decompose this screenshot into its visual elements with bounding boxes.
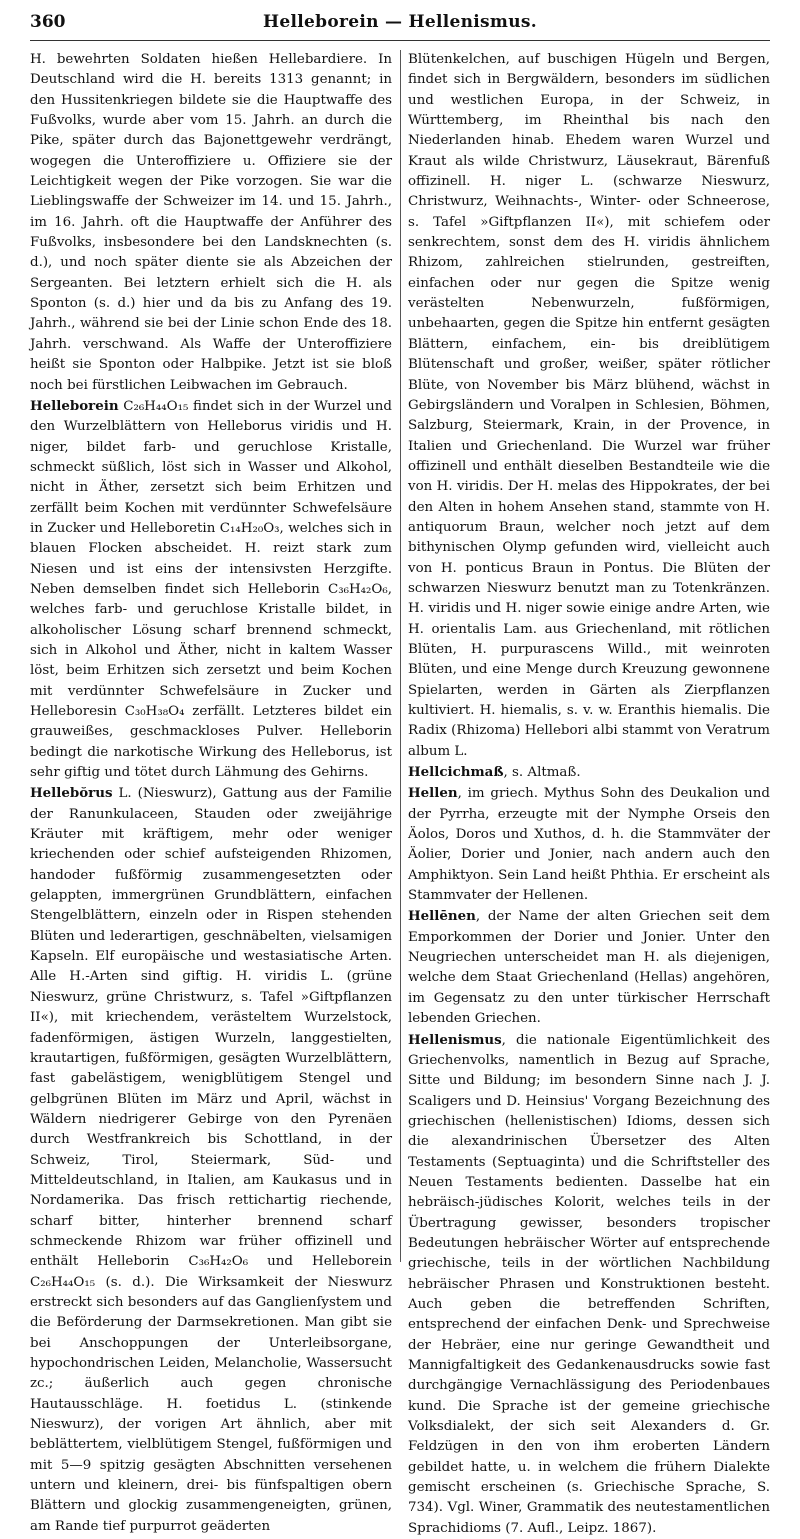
- paragraph-continuation: Blütenkelchen, auf buschigen Hügeln und Bergen, findet sich in Bergwäldern, besonders im südlichen und westlichen Europa, in der Schweiz, in Württemberg, im Rheinthal bis nach den Niederlanden hinab. Ehedem waren Wurzel und Kraut als wilde Christwurz, Läusekraut, Bärenfuß offizinell. H. niger L. (schwarze Nieswurz, Christwurz, Weihnachts-, Winter- oder Schneerose, s. Tafel »Giftpflanzen II«), mit schiefem oder senkrechtem, sonst dem des H. viridis ähnlichem Rhizom, zahlreichen stielrunden, gestreiften, einfachen oder nur gegen die Spitze wenig verästelten Nebenwurzeln, fußförmigen, unbehaarten, gegen die Spitze hin entfernt gesägten Blättern, einfachem, ein- bis dreiblütigem Blütenschaft und großer, weißer, später rötlicher Blüte, von November bis März blühend, wächst in Gebirgsländern und Voralpen in Schlesien, Böhmen, Salzburg, Steiermark, Krain, in der Provence, in Italien und Griechenland. Die Wurzel war früher offizinell und enthält dieselben Bestandteile wie die von H. viridis. Der H. melas des Hippokrates, der bei den Alten in hohem Ansehen stand, stammte von H. antiquorum Braun, welcher noch jetzt auf dem bithynischen Olymp gefunden wird, vielleicht auch von H. ponticus Braun in Pontus. Die Blüten der schwarzen Nieswurz benutzt man zu Totenkränzen. H. viridis und H. niger sowie einige andre Arten, wie H. orientalis Lam. aus Griechenland, mit rötlichen Blüten, H. purpurascens Willd., mit weinroten Blüten, und eine Menge durch Kreuzung gewonnene Spielarten, werden in Gärten als Zierpflanzen kultiviert. H. hiemalis, s. v. w. Eranthis hiemalis. Die Radix (Rhizoma) Hellebori albi stammt von Veratrum album L.: [408, 50, 770, 762]
- entry-hellen: Hellen, im griech. Mythus Sohn des Deukalion und der Pyrrha, erzeugte mit der Nymphe Orseis den Äolos, Doros und Xuthos, d. h. die Stammväter der Äolier, Dorier und Jonier, nach andern auch den Amphiktyon. Sein Land heißt Phthia. Er erscheint als Stammvater der Hellenen.: [408, 783, 770, 906]
- entry-headword: Hellenismus: [408, 1032, 502, 1048]
- entry-helleborein: Helleborein C₂₆H₄₄O₁₅ findet sich in der Wurzel und den Wurzelblättern von Helleborus viridis und H. niger, bildet farb- und geruchlose Kristalle, schmeckt süßlich, löst sich in Wasser und Alkohol, nicht in Äther, zersetzt sich beim Erhitzen und zerfällt beim Kochen mit verdünnter Schwefelsäure in Zucker und Helleboretin C₁₄H₂₀O₃, welches sich in blauen Flocken abscheidet. H. reizt stark zum Niesen und ist eins der intensivsten Herzgifte. Neben demselben findet sich Helleborin C₃₆H₄₂O₆, welches farb- und geruchlose Kristalle bildet, in alkoholischer Lösung scharf brennend schmeckt, sich in Alkohol und Äther, nicht in kaltem Wasser löst, beim Erhitzen sich zersetzt und beim Kochen mit verdünnter Schwefelsäure in Zucker und Helleboresin C₃₀H₃₈O₄ zerfällt. Letzteres bildet ein grauweißes, geschmackloses Pulver. Helleborin bedingt die narkotische Wirkung des Helleborus, ist sehr giftig und tötet durch Lähmung des Gehirns.: [30, 396, 392, 784]
- entry-headword: Hellcichmaß: [408, 764, 504, 780]
- paragraph-continuation: H. bewehrten Soldaten hießen Hellebardiere. In Deutschland wird die H. bereits 1313 genannt; in den Hussitenkriegen bildete sie die Hauptwaffe des Fußvolks, wurde aber vom 15. Jahrh. an durch die Pike, später durch das Bajonettgewehr verdrängt, wogegen die Unteroffiziere u. Offiziere sie der Leichtigkeit wegen der Pike vorzogen. Sie war die Lieblingswaffe der Schweizer im 14. und 15. Jahrh., im 16. Jahrh. oft die Hauptwaffe der Anführer des Fußvolks, insbesondere bei den Landsknechten (s. d.), und noch später diente sie als Abzeichen der Sergeanten. Bei letztern erhielt sich die H. als Sponton (s. d.) hier und da bis zu Anfang des 19. Jahrh., während sie bei der Linie schon Ende des 18. Jahrh. verschwand. Als Waffe der Unteroffiziere heißt sie Sponton oder Halbpike. Jetzt ist sie bloß noch bei fürstlichen Leibwachen im Gebrauch.: [30, 50, 392, 396]
- entry-helleborus: Hellebŏrus L. (Nieswurz), Gattung aus der Familie der Ranunkulaceen, Stauden oder zweijährige Kräuter mit kräftigem, mehr oder weniger kriechenden oder schief aufsteigenden Rhizomen, handoder fußförmig zusammengesetzten oder gelappten, immergrünen Grundblättern, einfachen Stengelblättern, einzeln oder in Rispen stehenden Blüten und lederartigen, geschnäbelten, vielsamigen Kapseln. Elf europäische und westasiatische Arten. Alle H.-Arten sind giftig. H. viridis L. (grüne Nieswurz, grüne Christwurz, s. Tafel »Giftpflanzen II«), mit kriechendem, verästeltem Wurzelstock, fadenförmigen, ästigen Wurzeln, langgestielten, krautartigen, fußförmigen, gesägten Wurzelblättern, fast gabelästigem, wenigblütigem Stengel und gelbgrünen Blüten im März und April, wächst in Wäldern niedrigerer Gebirge von den Pyrenäen durch Westfrankreich bis Schottland, in der Schweiz, Tirol, Steiermark, Süd- und Mitteldeutschland, in Italien, am Kaukasus und in Nordamerika. Das frisch rettichartig riechende, scharf bitter, hinterher brennend scharf schmeckende Rhizom war früher offizinell und enthält Helleborin C₃₆H₄₂O₆ und Helleborein C₂₆H₄₄O₁₅ (s. d.). Die Wirksamkeit der Nieswurz erstreckt sich besonders auf das Ganglienſystem und die Beförderung der Darmsekretionen. Man gibt sie bei Anschoppungen der Unterleibsorgane, hypochondrischen Leiden, Melancholie, Wassersucht zc.; äußerlich auch gegen chronische Hautausschläge. H. foetidus L. (stinkende Nieswurz), der vorigen Art ähnlich, aber mit beblättertem, vielblütigem Stengel, fußförmigen und mit 5—9 spitzig gesägten Abschnitten versehenen untern und kleinern, drei- bis fünfspaltigen obern Blättern und glockig zusammengeneigten, grünen, am Rande tief purpurrot geäderten: [30, 783, 392, 1537]
- left-column: [30, 50, 392, 1262]
- entry-hellenen: Hellēnen, der Name der alten Griechen seit dem Emporkommen der Dorier und Jonier. Unter den Neugriechen unterscheidet man H. als diejenigen, welche dem Staat Griechenland (Hellas) angehören, im Gegensatz zu den unter türkischer Herrschaft lebenden Griechen.: [408, 906, 770, 1029]
- running-head: Helleborein — Hellenismus.: [30, 12, 770, 32]
- entry-hellenismus: Hellenismus, die nationale Eigentümlichkeit des Griechenvolks, namentlich in Bezug auf Sprache, Sitte und Bildung; im besondern Sinne nach J. J. Scaligers und D. Heinsius' Vorgang Bezeichnung des griechischen (hellenistischen) Idioms, dessen sich die alexandrinischen Übersetzer des Alten Testaments (Septuaginta) und die Schriftsteller des Neuen Testaments bedienten. Dasselbe hat ein hebräisch-jüdisches Kolorit, welches teils in der Übertragung gewisser, besonders tropischer Bedeutungen hebräischer Wörter auf entsprechende griechische, teils in der wörtlichen Nachbildung hebräischer Phrasen und Konstruktionen besteht. Auch geben die betreffenden Schriften, entsprechend der einfachen Denk- und Sprechweise der Hebräer, eine nur geringe Gewandtheit und Mannigfaltigkeit des Gedankenausdrucks sowie fast durchgängige Vernachlässigung des Periodenbaues kund. Die Sprache ist der gemeine griechische Volksdialekt, der sich seit Alexanders d. Gr. Feldzügen in den von ihm eroberten Ländern gebildet hatte, u. in welchem die frühern Dialekte gemischt erscheinen (s. Griechische Sprache, S. 734). Vgl. Winer, Grammatik des neutestamentlichen Sprachidioms (7. Aufl., Leipz. 1867).: [408, 1030, 770, 1539]
- right-column: [408, 50, 770, 1262]
- entry-headword: Hellēnen: [408, 908, 476, 924]
- entry-headword: Hellen: [408, 785, 458, 801]
- page-header: [30, 12, 770, 42]
- entry-headword: Helleborein: [30, 398, 119, 414]
- page-number: 360: [30, 12, 66, 32]
- entry-headword: Hellebŏrus: [30, 785, 113, 801]
- header-rule: [30, 40, 770, 41]
- column-divider: [400, 50, 401, 1262]
- entry-helleichmass: Hellcichmaß, s. Altmaß.: [408, 762, 770, 783]
